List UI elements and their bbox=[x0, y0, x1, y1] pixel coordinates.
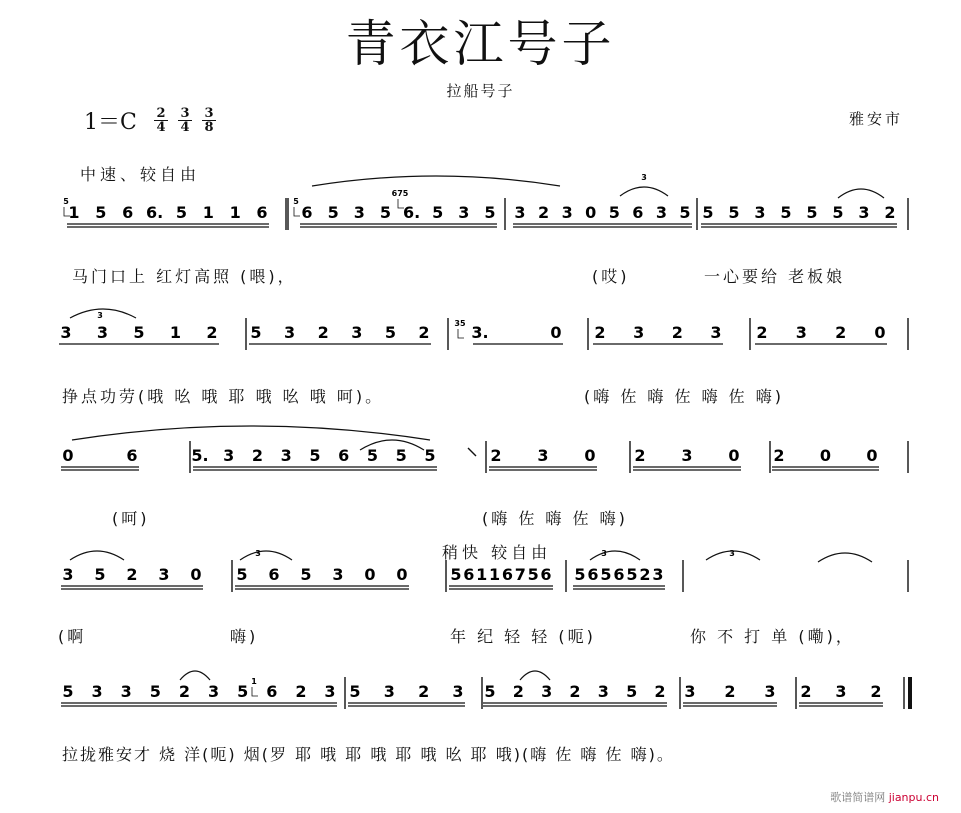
note: 2 bbox=[800, 682, 812, 701]
note: 5 bbox=[327, 203, 339, 222]
note: 5 bbox=[94, 565, 106, 584]
note: 6 bbox=[126, 446, 138, 465]
note: 2 bbox=[512, 682, 524, 701]
time-signature-denominator: 4 bbox=[156, 120, 166, 135]
note: 5 bbox=[527, 565, 539, 584]
note: 2 bbox=[773, 446, 785, 465]
lyric-line: 马门口上 红灯高照 (喂)， bbox=[72, 267, 297, 286]
note: 3 bbox=[91, 682, 103, 701]
grace-note-hook bbox=[458, 329, 464, 338]
note: 1 bbox=[169, 323, 182, 342]
note: 7 bbox=[514, 565, 526, 584]
note: 6 bbox=[266, 682, 278, 701]
note: 3 bbox=[633, 323, 645, 342]
lyric-line: 你 不 打 单 (嘞)， bbox=[690, 627, 855, 646]
lyric-line: (嗨 佐 嗨 佐 嗨 佐 嗨) bbox=[584, 387, 785, 406]
time-signature-numerator: 2 bbox=[154, 107, 168, 121]
grace-note: 1 bbox=[251, 677, 257, 686]
note: 3 bbox=[514, 203, 526, 222]
note: 3 bbox=[652, 565, 664, 584]
note: 0 bbox=[62, 446, 74, 465]
song-title: 青衣江号子 bbox=[345, 15, 616, 73]
note: 5. bbox=[191, 446, 209, 465]
region-credit: 雅安市 bbox=[848, 110, 903, 128]
note: 0 bbox=[866, 446, 878, 465]
note: 6 bbox=[256, 203, 268, 222]
note: 1 bbox=[202, 203, 214, 222]
note: 2 bbox=[639, 565, 651, 584]
note: 2 bbox=[671, 323, 683, 342]
note: 6 bbox=[587, 565, 599, 584]
triplet-mark: 3 bbox=[729, 549, 735, 558]
note: 2 bbox=[724, 682, 736, 701]
note: 3 bbox=[158, 565, 170, 584]
time-signature-numerator: 3 bbox=[178, 107, 192, 121]
note: 3 bbox=[223, 446, 235, 465]
note: 3 bbox=[458, 203, 470, 222]
note: 3 bbox=[284, 323, 296, 342]
note: 1 bbox=[68, 203, 80, 222]
time-signature-denominator: 8 bbox=[204, 120, 214, 135]
note: 5 bbox=[236, 565, 248, 584]
note: 2 bbox=[418, 323, 430, 342]
note: 6 bbox=[268, 565, 280, 584]
grace-note: 35 bbox=[454, 319, 466, 328]
note: 0 bbox=[819, 446, 832, 465]
note: 6 bbox=[122, 203, 134, 222]
note: 0 bbox=[585, 203, 597, 222]
note: 1 bbox=[476, 565, 488, 584]
note: 2 bbox=[569, 682, 581, 701]
note: 3 bbox=[207, 682, 220, 701]
lyric-line: 一心要给 老板娘 bbox=[704, 267, 846, 286]
note: 2 bbox=[126, 565, 138, 584]
note: 5 bbox=[679, 203, 691, 222]
note: 3 bbox=[62, 565, 74, 584]
note: 5 bbox=[175, 203, 187, 222]
note: 5 bbox=[95, 203, 107, 222]
note: 3 bbox=[597, 682, 609, 701]
note: 5 bbox=[832, 203, 844, 222]
note: 0 bbox=[550, 323, 562, 342]
note: 6 bbox=[338, 446, 350, 465]
note: 0 bbox=[584, 446, 596, 465]
note: 3 bbox=[96, 323, 109, 342]
note: 5 bbox=[626, 682, 638, 701]
note: 2 bbox=[538, 203, 550, 222]
note: 5 bbox=[250, 323, 262, 342]
note: 2 bbox=[317, 323, 329, 342]
note: 5 bbox=[133, 323, 145, 342]
grace-note: 5 bbox=[63, 197, 69, 206]
slur bbox=[312, 176, 560, 186]
lyric-line: 挣点功劳(哦 吆 哦 耶 哦 吆 哦 呵)。 bbox=[62, 387, 385, 406]
triplet-mark: 3 bbox=[255, 549, 261, 558]
note: 5 bbox=[379, 203, 391, 222]
note: 6 bbox=[501, 565, 513, 584]
grace-note: 5 bbox=[293, 197, 299, 206]
time-signature-denominator: 4 bbox=[180, 120, 190, 135]
note: 5 bbox=[780, 203, 792, 222]
lyric-line: 嗨) bbox=[230, 627, 259, 646]
lyric-line: 拉拢雅安才 烧 洋(呃) 烟(罗 耶 哦 耶 哦 耶 哦 吆 耶 哦)(嗨 佐 嗨 佐 嗨)。 bbox=[62, 745, 675, 764]
note: 5 bbox=[484, 203, 496, 222]
note: 6 bbox=[613, 565, 625, 584]
slur bbox=[520, 671, 550, 680]
note: 3 bbox=[858, 203, 870, 222]
note: 5 bbox=[300, 565, 312, 584]
note: 3. bbox=[471, 323, 489, 342]
lyric-line: (呵) bbox=[112, 509, 150, 528]
note: 2 bbox=[295, 682, 307, 701]
slur bbox=[240, 551, 292, 560]
note: 3 bbox=[537, 446, 549, 465]
note: 6 bbox=[463, 565, 475, 584]
watermark-text: 歌谱简谱网 bbox=[830, 791, 886, 804]
note: 5 bbox=[424, 446, 436, 465]
lyric-line: 年 纪 轻 轻 (呃) bbox=[450, 627, 596, 646]
slur bbox=[838, 189, 884, 198]
watermark bbox=[830, 789, 939, 805]
note: 3 bbox=[351, 323, 363, 342]
song-subtitle: 拉船号子 bbox=[446, 82, 515, 100]
note: 3 bbox=[332, 565, 344, 584]
note: 3 bbox=[60, 323, 72, 342]
note: 3 bbox=[655, 203, 667, 222]
triplet-mark: 3 bbox=[641, 173, 647, 182]
slur bbox=[180, 671, 210, 680]
note: 3 bbox=[764, 682, 776, 701]
note: 3 bbox=[795, 323, 807, 342]
breath-mark bbox=[468, 448, 476, 456]
key-signature: 1＝C bbox=[84, 110, 137, 135]
note: 3 bbox=[754, 203, 766, 222]
note: 5 bbox=[600, 565, 612, 584]
lyric-line: (哎) bbox=[592, 267, 630, 286]
note: 2 bbox=[884, 203, 896, 222]
note: 2 bbox=[594, 323, 606, 342]
note: 2 bbox=[756, 323, 768, 342]
note: 3 bbox=[353, 203, 365, 222]
note: 2 bbox=[418, 682, 430, 701]
note: 5 bbox=[574, 565, 586, 584]
note: 5 bbox=[149, 682, 161, 701]
watermark-url: jianpu.cn bbox=[888, 791, 939, 804]
note: 6 bbox=[301, 203, 313, 222]
note: 5 bbox=[484, 682, 496, 701]
slur bbox=[620, 187, 668, 196]
note: 5 bbox=[62, 682, 74, 701]
note: 0 bbox=[728, 446, 740, 465]
note: 3 bbox=[324, 682, 336, 701]
note: 5 bbox=[309, 446, 321, 465]
note: 5 bbox=[384, 323, 396, 342]
note: 3 bbox=[280, 446, 292, 465]
note: 0 bbox=[396, 565, 408, 584]
triplet-mark: 3 bbox=[601, 549, 607, 558]
grace-note: 675 bbox=[391, 189, 409, 198]
slur bbox=[818, 553, 872, 562]
note: 5 bbox=[432, 203, 444, 222]
note: 1 bbox=[489, 565, 501, 584]
note: 6. bbox=[402, 203, 421, 222]
note: 2 bbox=[634, 446, 646, 465]
note: 6 bbox=[540, 565, 552, 584]
note: 5 bbox=[626, 565, 638, 584]
note: 5 bbox=[237, 682, 249, 701]
note: 5 bbox=[728, 203, 740, 222]
note: 2 bbox=[178, 682, 191, 701]
note: 0 bbox=[364, 565, 376, 584]
note: 3 bbox=[710, 323, 722, 342]
slur bbox=[70, 309, 136, 318]
note: 3 bbox=[681, 446, 693, 465]
note: 2 bbox=[654, 682, 666, 701]
note: 5 bbox=[450, 565, 462, 584]
lyric-line: (嗨 佐 嗨 佐 嗨) bbox=[482, 509, 628, 528]
note: 5 bbox=[395, 446, 407, 465]
tempo-mark: 稍快 较自由 bbox=[442, 543, 552, 562]
note: 1 bbox=[229, 203, 241, 222]
note: 2 bbox=[251, 446, 264, 465]
triplet-mark: 3 bbox=[97, 311, 103, 320]
time-signature-numerator: 3 bbox=[202, 107, 216, 121]
note: 6 bbox=[632, 203, 644, 222]
note: 5 bbox=[349, 682, 361, 701]
note: 2 bbox=[835, 323, 847, 342]
note: 3 bbox=[452, 682, 464, 701]
note: 3 bbox=[561, 203, 573, 222]
note: 5 bbox=[608, 203, 620, 222]
note: 3 bbox=[684, 682, 696, 701]
grace-note-hook bbox=[294, 207, 300, 216]
note: 3 bbox=[120, 682, 132, 701]
slur bbox=[72, 426, 430, 440]
note: 3 bbox=[383, 682, 395, 701]
note: 6. bbox=[145, 203, 164, 222]
slur bbox=[70, 551, 124, 560]
note: 2 bbox=[490, 446, 502, 465]
note: 0 bbox=[190, 565, 202, 584]
tempo-mark: 中速、较自由 bbox=[80, 165, 201, 184]
note: 2 bbox=[206, 323, 218, 342]
note: 2 bbox=[870, 682, 882, 701]
lyric-line: (啊 bbox=[58, 627, 87, 646]
note: 5 bbox=[702, 203, 714, 222]
note: 3 bbox=[835, 682, 847, 701]
note: 5 bbox=[366, 446, 379, 465]
grace-note-hook bbox=[252, 687, 258, 696]
note: 5 bbox=[806, 203, 818, 222]
note: 0 bbox=[874, 323, 886, 342]
note: 3 bbox=[541, 682, 553, 701]
slur bbox=[590, 551, 640, 560]
